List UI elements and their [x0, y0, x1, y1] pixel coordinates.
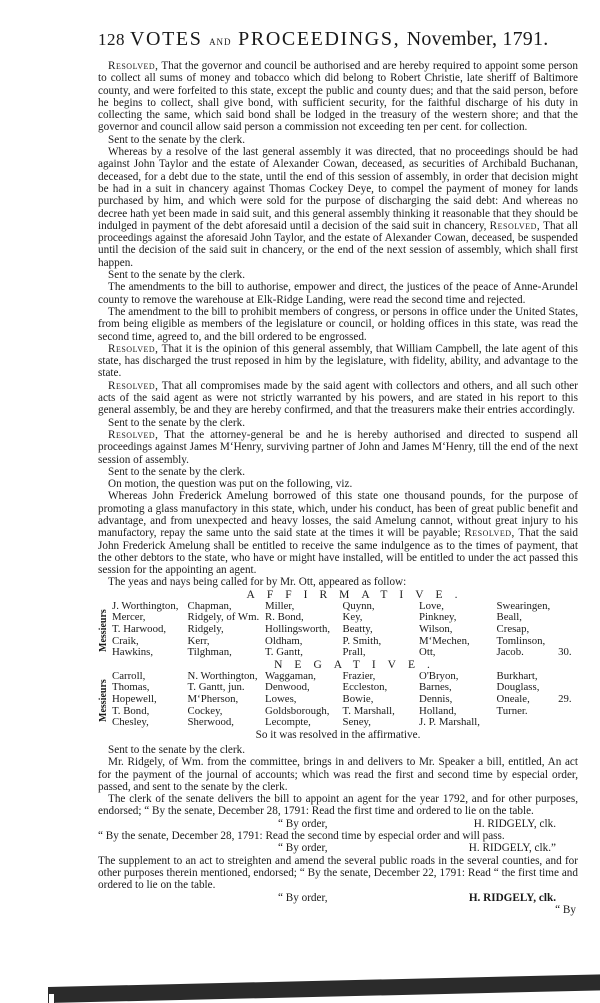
- voter-name: R. Bond,: [265, 611, 304, 624]
- voter-name: Waggaman,: [265, 669, 317, 682]
- title-date: November, 1791.: [406, 28, 549, 50]
- vote-column: [265, 601, 343, 659]
- paragraph-text: That it is the opinion of this general assembly, that William Campbell, the late agent of this state, has discharged the trust reposed in him by the legislature, with fidelity, ability, and advantage to the state.: [98, 342, 578, 380]
- voter-name: Pinkney,: [419, 611, 457, 624]
- vote-column: [188, 671, 266, 729]
- voter-name: Tilghman,: [187, 646, 232, 659]
- by-order: “ By order,: [278, 817, 328, 830]
- affirmative-heading: AFFIRMATIVE.: [246, 588, 470, 601]
- voter-name: Wilson,: [419, 622, 453, 635]
- resolved-lead: Resolved,: [489, 219, 541, 232]
- scan-edge-shadow: [48, 974, 600, 1003]
- voter-name: Thomas,: [112, 681, 150, 694]
- voter-name: Miller,: [265, 599, 295, 612]
- voter-name: Douglass,: [496, 681, 540, 694]
- voter-name: Swearingen,: [496, 599, 551, 612]
- voter-name: Oldham,: [265, 634, 303, 647]
- voter-name: J. P. Marshall,: [419, 716, 480, 729]
- title-and: and: [209, 33, 232, 48]
- signature-line: [98, 842, 578, 854]
- messieurs-label: Messieurs: [98, 679, 109, 723]
- voter-name: Quynn,: [342, 599, 375, 612]
- clerk-signature: H. RIDGELY, clk.”: [468, 842, 556, 855]
- voter-name: Barnes,: [419, 681, 452, 694]
- voter-name: Dennis,: [419, 692, 453, 705]
- negative-votes: [98, 671, 578, 729]
- paragraph-resolution-compromises: [98, 380, 578, 417]
- page-number: 128: [98, 30, 125, 49]
- paragraph-sent: Sent to the senate by the clerk.: [108, 133, 246, 146]
- voter-name: N. Worthington,: [187, 669, 258, 682]
- voter-name: T. Gantt, jun.: [187, 681, 245, 694]
- by-order: “ By order,: [278, 891, 328, 904]
- voter-name: T. Bond,: [112, 704, 150, 717]
- title-proceedings: PROCEEDINGS,: [238, 28, 401, 50]
- paragraph-text: That the governor and council be authorised and are hereby required to appoint some person to collect all sums of money and tobacco which did belong to Robert Christie, late sheriff of Baltimore county, and were forfeited to this state, except the public and county dues; and that the said person, before he begins to collect, shall give bond, with sufficient security, for the faithful discharge of his duty in collecting the same, which said bond shall be lodged in the treasury of the western shore; and that the governor and council allow said person a commission not exceeding ten per cent. for collection.: [98, 60, 578, 134]
- vote-total: 30.: [558, 646, 572, 659]
- paragraph-text: That all proceedings against the aforesaid John Taylor, and the estate of Alexander Cowan, deceased, be suspended until the decision of the said suit in chancery, or the end of the next session of assembly, which shall first happen.: [98, 219, 578, 269]
- voter-name: Hawkins,: [112, 646, 154, 659]
- voter-name: J. Worthington,: [112, 599, 179, 612]
- vote-column: [419, 601, 497, 659]
- voter-name: Burkhart,: [496, 669, 538, 682]
- voter-name: Turner.: [496, 704, 528, 717]
- voter-name: Beatty,: [342, 622, 373, 635]
- voter-name: Cresap,: [496, 622, 530, 635]
- paragraph-sent: Sent to the senate by the clerk.: [108, 269, 246, 282]
- voter-name: T. Harwood,: [112, 622, 167, 635]
- paragraph-sent: Sent to the senate by the clerk.: [108, 465, 246, 478]
- paragraph-resolution-mchenry: [98, 429, 578, 466]
- paragraph-agent-bill: The clerk of the senate delivers the bill to appoint an agent for the year 1792, and for other purposes, endorsed; “ By the senate, December 28, 1791: Read the first time and ordered to lie on the table.: [98, 793, 578, 818]
- voter-name: Tomlinson,: [496, 634, 546, 647]
- paragraph-ridgely-bill: Mr. Ridgely, of Wm. from the committee, brings in and delivers to Mr. Speaker a bill, entitled, An act for the payment of the journal of accounts; which was read the first and second time by especial order, passed, and sent to the senate by the clerk.: [98, 756, 578, 793]
- voter-name: Beall,: [496, 611, 523, 624]
- paragraph-sent: Sent to the senate by the clerk.: [108, 744, 246, 756]
- resolved-lead: Resolved,: [108, 342, 159, 355]
- voter-name: Ridgely, of Wm.: [187, 611, 260, 624]
- voter-name: Key,: [342, 611, 363, 624]
- paragraph-text: That all compromises made by the said agent with collectors and others, and all such other acts of the said agent as were not strictly warranted by his powers, and are stated in his report to this general assembly, be and they are hereby confirmed, and that the treasurers make their entries accordingly.: [98, 379, 578, 417]
- voter-name: Lowes,: [265, 692, 297, 705]
- paragraph-sent: Sent to the senate by the clerk.: [108, 416, 246, 429]
- voter-name: Lecompte,: [265, 716, 311, 729]
- page-header: [98, 30, 548, 52]
- voter-name: O'Bryon,: [419, 669, 459, 682]
- negative-heading: NEGATIVE.: [274, 658, 442, 671]
- paragraph-text: That the attorney-general be and he is hereby authorised and directed to suspend all proceedings against James M‘Henry, surviving partner of John and James M‘Henry, till the end of the next session of assembly.: [98, 428, 578, 466]
- paragraph-taylor-cowan: [98, 146, 578, 269]
- voter-name: Jacob.: [496, 646, 524, 659]
- voter-name: Mercer,: [112, 611, 146, 624]
- paragraph-roads-supplement: The supplement to an act to streighten and amend the several public roads in the several counties, and for other purposes therein mentioned, endorsed; “ By the senate, December 22, 1791: Read “ the first time and ordered to lie on the table.: [98, 854, 578, 892]
- paragraph-text: Whereas by a resolve of the last general assembly it was directed, that no proceedings should be had against John Taylor and the estate of Alexander Cowan, deceased, as securities of Archibald Buchanan, deceased, for a debt due to the state, until the end of this session of assembly, in order that decision might be had in a suit in chancery against Thomas Cockey Deye, to compel the payment of money for lands purchased by him, and which were sold for the purpose of discharging the said debt: And whereas no decree hath yet been made in said suit, and this general assembly thinking it reasonable that they should be indulged in payment of the debt aforesaid until a decision of the said suit in chancery,: [98, 146, 578, 232]
- voter-name: Craik,: [112, 634, 139, 647]
- paragraph-text: That the said John Frederick Amelung shall be entitled to receive the same indulgence as to the times of payment, that the other debtors to the state, who have or might have installed, will be entitled to under the act passed this session for the appointing an agent.: [98, 527, 579, 577]
- vote-column: [419, 671, 497, 729]
- catchword: “ By: [555, 903, 576, 916]
- paragraph-motion: On motion, the question was put on the following, viz.: [108, 478, 353, 491]
- voter-name: M‘Mechen,: [419, 634, 470, 647]
- by-order: “ By order,: [278, 842, 328, 855]
- voter-name: [497, 717, 559, 729]
- resolved-lead: Resolved,: [108, 379, 159, 392]
- voter-name: Hopewell,: [112, 692, 157, 705]
- negative-tally: [558, 671, 578, 729]
- voter-name: Ridgely,: [187, 622, 224, 635]
- scan-edge-notch: [48, 994, 55, 1003]
- vote-column: [497, 671, 559, 729]
- paragraph-amendment-congress: The amendment to the bill to prohibit members of congress, or persons in office under the United States, from being eligible as members of the legislature or council, or holding offices in this state, was read the second time, agreed to, and the bill ordered to be engrossed.: [98, 305, 578, 343]
- voter-name: P. Smith,: [342, 634, 382, 647]
- paragraph-resolution-campbell: [98, 343, 578, 380]
- resolved-lead: Resolved,: [108, 428, 159, 441]
- paragraph-amendments-warehouse: The amendments to the bill to authorise, empower and direct, the justices of the peace of Anne-Arundel county to remove the warehouse at Elk-Ridge Landing, were read the second time and rejected.: [98, 281, 578, 306]
- signature-line: [98, 818, 578, 830]
- paragraph-second-reading: “ By the senate, December 28, 1791: Read the second time by especial order and will pass.: [98, 830, 505, 843]
- title-votes: VOTES: [130, 28, 203, 50]
- vote-column: [188, 601, 266, 659]
- body-text: [98, 60, 578, 916]
- voter-name: Denwood,: [265, 681, 310, 694]
- voter-name: Prall,: [342, 646, 366, 659]
- voter-name: Bowie,: [342, 692, 374, 705]
- resolved-lead: Resolved,: [464, 527, 515, 540]
- voter-name: Frazier,: [342, 669, 376, 682]
- vote-column: [112, 671, 188, 729]
- voter-name: Chapman,: [187, 599, 232, 612]
- voter-name: Eccleston,: [342, 681, 388, 694]
- voter-name: Cockey,: [187, 704, 223, 717]
- paragraph-resolution-christie: [98, 60, 578, 134]
- clerk-signature: H. RIDGELY, clk.: [468, 891, 556, 904]
- voter-name: Sherwood,: [187, 716, 234, 729]
- voter-name: Seney,: [342, 716, 371, 729]
- paragraph-amelung: [98, 490, 578, 576]
- voter-name: Kerr,: [187, 634, 210, 647]
- clerk-signature: H. RIDGELY, clk.: [473, 817, 556, 830]
- voter-name: T. Marshall,: [342, 704, 395, 717]
- vote-column: [343, 601, 420, 659]
- vote-column: [497, 601, 559, 659]
- voter-name: Hollingsworth,: [265, 622, 331, 635]
- signature-line: [98, 892, 578, 904]
- voter-name: M‘Pherson,: [187, 692, 239, 705]
- running-title: [130, 28, 548, 51]
- voter-name: Ott,: [419, 646, 436, 659]
- affirmative-tally: [558, 601, 578, 659]
- voter-name: Goldsborough,: [265, 704, 330, 717]
- voter-name: Carroll,: [112, 669, 146, 682]
- paragraph-yeas-nays: The yeas and nays being called for by Mr. Ott, appeared as follow:: [108, 576, 407, 589]
- voter-name: Chesley,: [112, 716, 149, 729]
- voter-name: Oneale,: [496, 692, 530, 705]
- vote-column: [343, 671, 420, 729]
- resolved-lead: Resolved,: [108, 60, 159, 72]
- vote-result: So it was resolved in the affirmative.: [255, 728, 421, 741]
- paragraph-text: Whereas John Frederick Amelung borrowed of this state one thousand pounds, for the purpose of promoting a glass manufactory in this state, which, under his conduct, has been of great public benefit and advantage, and from unexpected and heavy losses, the said Amelung cannot, without great injury to his manufactory, repay the same unto the said state at the times it will be payable;: [98, 490, 578, 540]
- vote-column: [265, 671, 343, 729]
- vote-column: [112, 601, 188, 659]
- voter-name: Love,: [419, 599, 444, 612]
- affirmative-votes: [98, 601, 578, 659]
- vote-total: 29.: [558, 692, 572, 705]
- voter-name: T. Gantt,: [265, 646, 303, 659]
- messieurs-label: Messieurs: [98, 609, 109, 653]
- voter-name: Holland,: [419, 704, 457, 717]
